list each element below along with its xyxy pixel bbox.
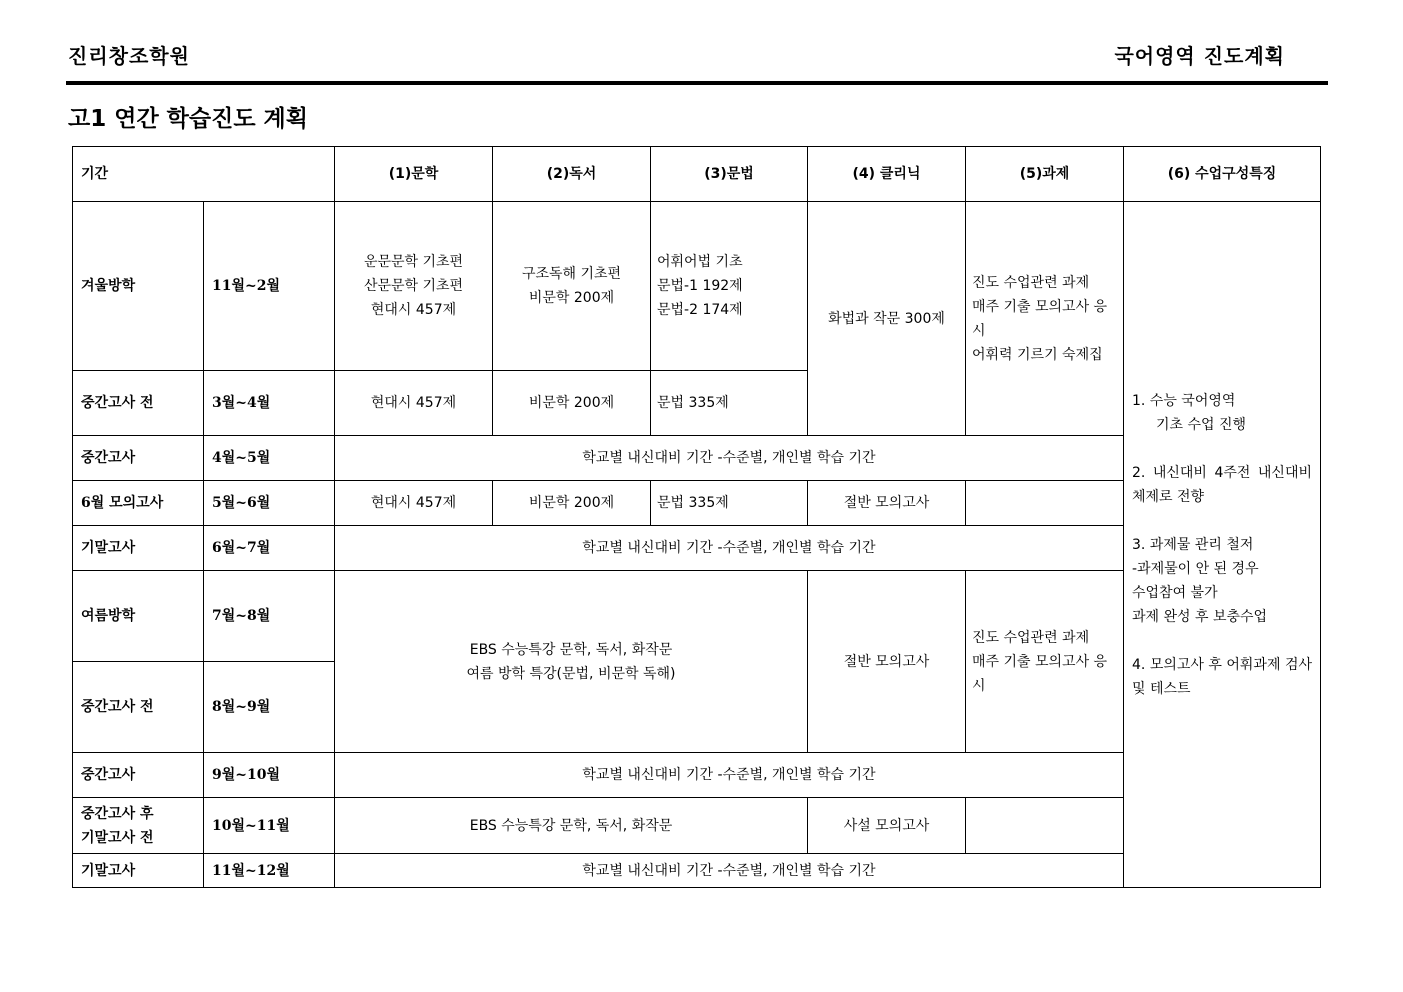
cell-line: 문법-1 192제 [657, 278, 743, 294]
period-cell: 겨울방학 [73, 202, 204, 371]
table-row [73, 202, 1321, 371]
cell-line: 2. 내신대비 4주전 내신대비 체제로 전향 [1132, 464, 1312, 505]
months-cell: 11월~2월 [204, 202, 335, 371]
period-cell: 기말고사 [73, 854, 204, 888]
cell-line: 기말고사 전 [81, 829, 154, 846]
period-cell: 중간고사 [73, 753, 204, 798]
exam-prep-cell: 학교별 내신대비 기간 -수준별, 개인별 학습 기간 [335, 526, 1124, 571]
grammar-cell [651, 202, 808, 371]
cell-line: 어휘력 기르기 숙제집 [972, 346, 1103, 363]
cell-line: 매주 기출 모의고사 응시 [972, 653, 1108, 694]
clinic-winter-cell: 화법과 작문 300제 [808, 202, 966, 436]
months-cell: 6월~7월 [204, 526, 335, 571]
feature-item [1132, 653, 1312, 701]
cell-line: 수업참여 불가 [1132, 584, 1218, 601]
ebs-span-cell: EBS 수능특강 문학, 독서, 화작문 [335, 798, 808, 854]
academy-name: 진리창조학원 [68, 44, 190, 68]
header-clinic: (4) 클리닉 [808, 147, 966, 202]
literature-cell: 현대시 457제 [335, 371, 493, 436]
homework-cell-empty [966, 481, 1124, 526]
cell-line: 진도 수업관련 과제 [972, 629, 1090, 646]
cell-line: 과제 완성 후 보충수업 [1132, 608, 1268, 625]
reading-cell: 비문학 200제 [493, 481, 651, 526]
grammar-cell: 문법 335제 [651, 371, 808, 436]
cell-line: 운문문학 기초편 [363, 254, 464, 270]
months-cell: 3월~4월 [204, 371, 335, 436]
cell-line: 진도 수업관련 과제 [972, 274, 1090, 291]
period-cell: 중간고사 전 [73, 371, 204, 436]
feature-item [1132, 533, 1312, 629]
period-cell: 중간고사 [73, 436, 204, 481]
feature-item [1132, 461, 1312, 509]
cell-line: 구조독해 기초편 [521, 266, 622, 282]
months-cell: 10월~11월 [204, 798, 335, 854]
cell-line: 4. 모의고사 후 어휘과제 검사 및 테스트 [1132, 656, 1312, 697]
clinic-cell: 사설 모의고사 [808, 798, 966, 854]
header-homework: (5)과제 [966, 147, 1124, 202]
table-header-row [73, 147, 1321, 202]
homework-cell-empty [966, 798, 1124, 854]
literature-cell [335, 202, 493, 371]
period-cell [73, 798, 204, 854]
exam-prep-cell: 학교별 내신대비 기간 -수준별, 개인별 학습 기간 [335, 753, 1124, 798]
months-cell: 9월~10월 [204, 753, 335, 798]
exam-prep-cell: 학교별 내신대비 기간 -수준별, 개인별 학습 기간 [335, 854, 1124, 888]
homework-winter-cell [966, 202, 1124, 436]
grammar-cell: 문법 335제 [651, 481, 808, 526]
period-cell: 중간고사 전 [73, 662, 204, 753]
cell-line: 3. 과제물 관리 철저 [1132, 536, 1254, 553]
cell-line: 어휘어법 기초 [657, 254, 743, 270]
study-plan-table [72, 146, 1321, 888]
feature-item [1132, 389, 1312, 437]
document-subject: 국어영역 진도계획 [1114, 44, 1285, 68]
cell-line: 중간고사 후 [81, 805, 154, 822]
cell-line: 현대시 457제 [370, 302, 457, 318]
cell-line: EBS 수능특강 문학, 독서, 화작문 [469, 641, 673, 658]
months-cell: 4월~5월 [204, 436, 335, 481]
exam-prep-cell: 학교별 내신대비 기간 -수준별, 개인별 학습 기간 [335, 436, 1124, 481]
features-cell [1124, 202, 1321, 888]
summer-span-cell [335, 571, 808, 753]
header-grammar: (3)문법 [651, 147, 808, 202]
months-cell: 8월~9월 [204, 662, 335, 753]
months-cell: 7월~8월 [204, 571, 335, 662]
page-title: 고1 연간 학습진도 계획 [68, 106, 308, 132]
clinic-cell: 절반 모의고사 [808, 481, 966, 526]
cell-line: 매주 기출 모의고사 응시 [972, 298, 1108, 339]
header-literature: (1)문학 [335, 147, 493, 202]
months-cell: 11월~12월 [204, 854, 335, 888]
cell-line: 비문학 200제 [528, 290, 615, 306]
period-cell: 기말고사 [73, 526, 204, 571]
months-cell: 5월~6월 [204, 481, 335, 526]
clinic-summer-cell: 절반 모의고사 [808, 571, 966, 753]
literature-cell: 현대시 457제 [335, 481, 493, 526]
cell-line: 1. 수능 국어영역 [1132, 392, 1236, 409]
cell-line: -과제물이 안 된 경우 [1132, 560, 1259, 577]
homework-summer-cell [966, 571, 1124, 753]
header-features: (6) 수업구성특징 [1124, 147, 1321, 202]
period-cell: 여름방학 [73, 571, 204, 662]
cell-line: 산문문학 기초편 [363, 278, 464, 294]
reading-cell [493, 202, 651, 371]
cell-line: 문법-2 174제 [657, 302, 743, 318]
period-cell: 6월 모의고사 [73, 481, 204, 526]
header-divider [66, 81, 1328, 85]
header-reading: (2)독서 [493, 147, 651, 202]
header-period: 기간 [73, 147, 335, 202]
cell-line: 여름 방학 특강(문법, 비문학 독해) [466, 665, 676, 682]
cell-line: 기초 수업 진행 [1156, 416, 1247, 433]
reading-cell: 비문학 200제 [493, 371, 651, 436]
